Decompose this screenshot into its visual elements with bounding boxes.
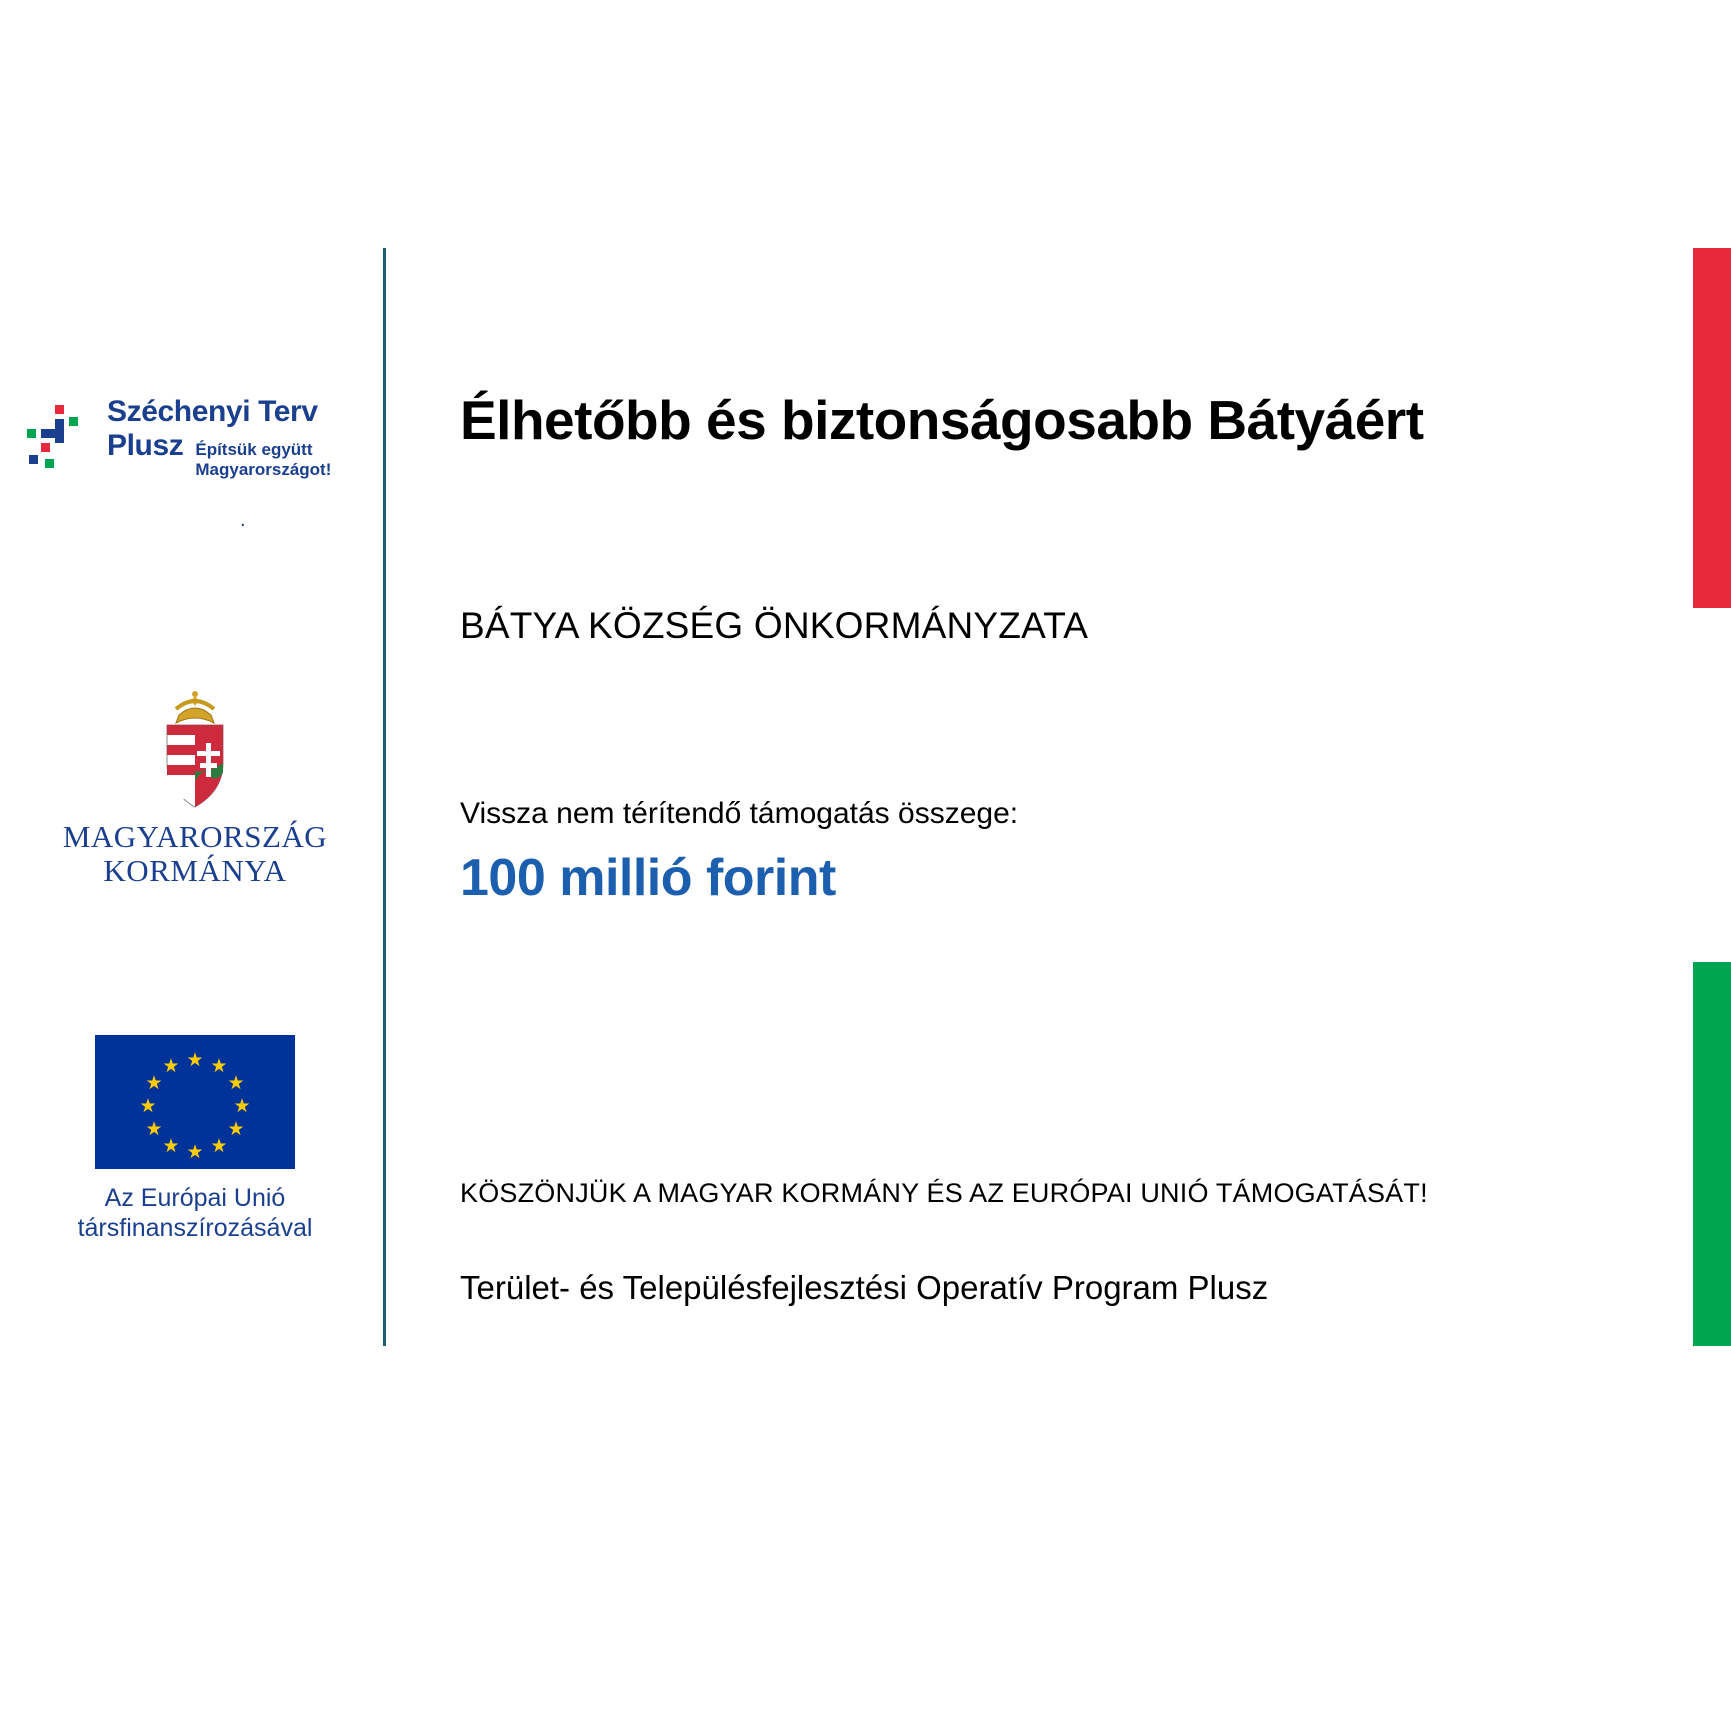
magyarorszag-kormanya-logo	[45, 685, 345, 888]
szechenyi-dot: .	[240, 509, 246, 531]
program-name: Terület- és Településfejlesztési Operatív Program Plusz	[460, 1269, 1269, 1306]
board-content	[460, 248, 1520, 1308]
eu-caption-line2: társfinanszírozásával	[77, 1214, 313, 1242]
eu-flag-icon: ★ ★ ★ ★ ★ ★ ★ ★ ★ ★ ★ ★	[95, 1035, 295, 1169]
organization-name: BÁTYA KÖZSÉG ÖNKORMÁNYZATA	[460, 605, 1089, 646]
kormany-line2: KORMÁNYA	[103, 853, 287, 888]
szechenyi-line2: Plusz	[107, 429, 184, 462]
grant-label: Vissza nem térítendő támogatás összege:	[460, 797, 1019, 830]
szechenyi-sub-line2: Magyarországot!	[195, 460, 332, 479]
szechenyi-sub-line1: Építsük együtt	[195, 440, 313, 459]
vertical-divider	[383, 248, 386, 1346]
european-union-logo	[45, 1035, 345, 1243]
kormany-line1: MAGYARORSZÁG	[62, 819, 328, 854]
red-accent-bar	[1693, 248, 1731, 608]
green-accent-bar	[1693, 962, 1731, 1346]
eu-caption-line1: Az Európai Unió	[104, 1184, 286, 1212]
szechenyi-terv-plusz-logo	[25, 395, 365, 530]
szechenyi-line1: Széchenyi Terv	[107, 395, 318, 428]
szechenyi-wordmark	[107, 395, 357, 480]
szechenyi-mark-icon	[25, 403, 97, 475]
thanks-text: KÖSZÖNJÜK A MAGYAR KORMÁNY ÉS AZ EURÓPAI UNIÓ TÁMOGATÁSÁT!	[460, 1178, 1428, 1208]
hungary-coat-of-arms-icon	[149, 685, 241, 810]
project-title: Élhetőbb és biztonságosabb Bátyáért	[460, 389, 1424, 451]
grant-amount: 100 millió forint	[460, 849, 836, 907]
logo-column	[0, 245, 385, 1345]
